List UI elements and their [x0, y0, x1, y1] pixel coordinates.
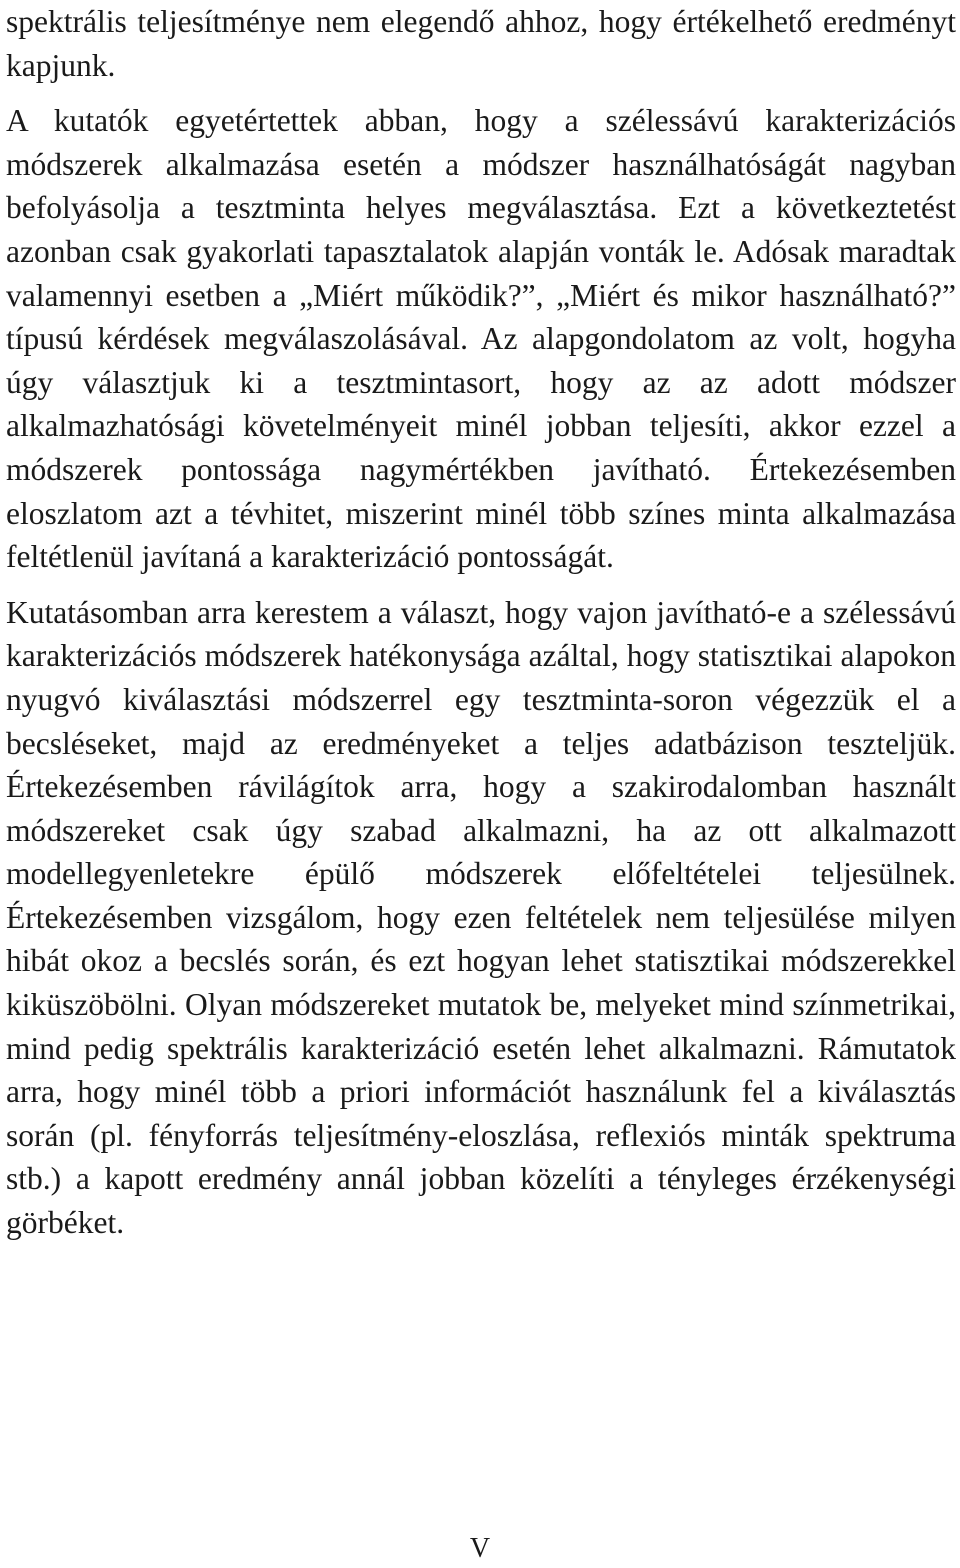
paragraph-continuation: spektrális teljesítménye nem elegendő ahhoz, hogy értékelhető eredményt kapjunk.: [6, 4, 956, 83]
page-number: V: [469, 1533, 491, 1564]
paragraph-researchers-agreement: A kutatók egyetértettek abban, hogy a szélessávú karakterizációs módszerek alkalmazása esetén a módszer használhatóságát nagyban befolyásolja a tesztminta helyes megválasztása. Ezt a következtetést azonban csak gyakorlati tapasztalatok alapján vonták le. Adósak maradtak valamennyi esetben a „Miért működik?”, „Miért és mikor használható?” típusú kérdések megválaszolásával. Az alapgondolatom az volt, hogyha úgy választjuk ki a tesztmintasort, hogy az az adott módszer alkalmazhatósági követelményeit minél jobban teljesíti, akkor ezzel a módszerek pontossága nagymértékben javítható. Értekezésemben eloszlatom azt a tévhitet, miszerint minél több színes minta alkalmazása feltétlenül javítaná a karakterizáció pontosságát.: [6, 103, 956, 575]
document-page: [6, 0, 956, 1245]
paragraph-research-question: Kutatásomban arra kerestem a választ, hogy vajon javítható-e a szélessávú karakterizációs módszerek hatékonysága azáltal, hogy statisztikai alapokon nyugvó kiválasztási módszerrel egy tesztminta-soron végezzük el a becsléseket, majd az eredményeket a teljes adatbázison teszteljük. Értekezésemben rávilágítok arra, hogy a szakirodalomban használt módszereket csak úgy szabad alkalmazni, ha az ott alkalmazott modellegyenletekre épülő módszerek előfeltételei teljesülnek. Értekezésemben vizsgálom, hogy ezen feltételek nem teljesülése milyen hibát okoz a becslés során, és ezt hogyan lehet statisztikai módszerekkel kiküszöbölni. Olyan módszereket mutatok be, melyeket mind színmetrikai, mind pedig spektrális karakterizáció esetén lehet alkalmazni. Rámutatok arra, hogy minél több a priori információt használunk fel a kiválasztás során (pl. fényforrás teljesítmény-eloszlása, reflexiós minták spektruma stb.) a kapott eredmény annál jobban közelíti a tényleges érzékenységi görbéket.: [6, 594, 956, 1241]
